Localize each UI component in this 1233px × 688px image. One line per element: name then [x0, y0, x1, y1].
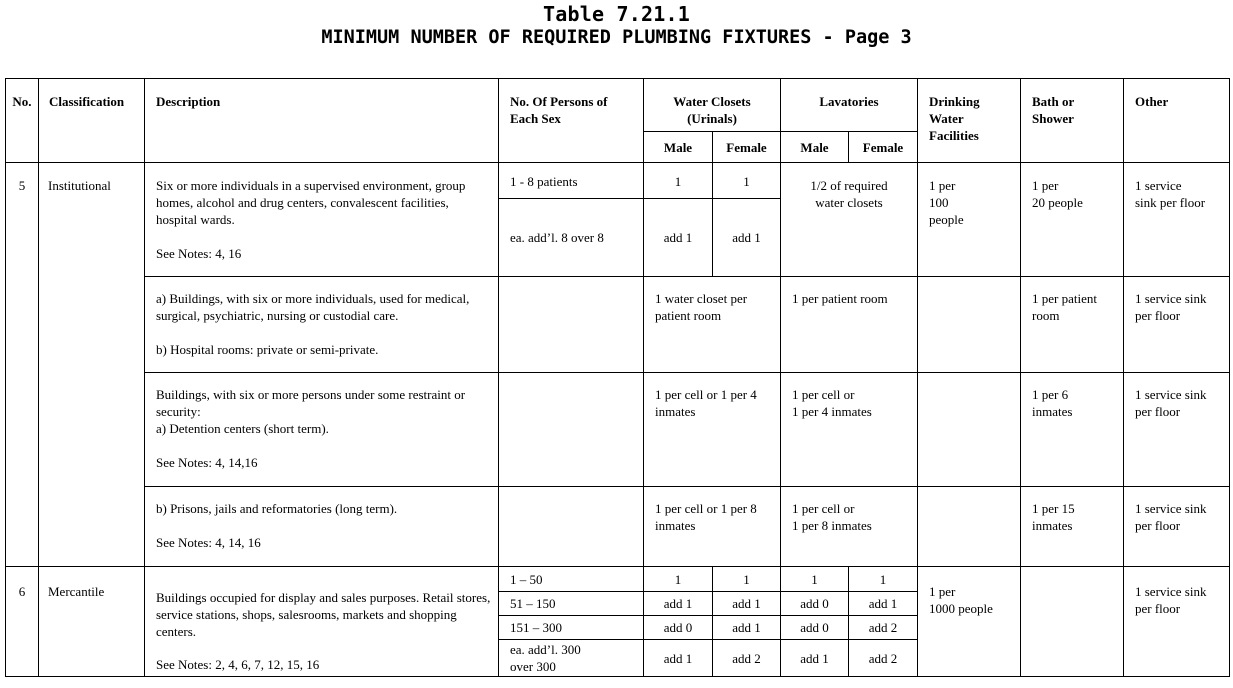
notes-text: See Notes: 4, 14, 16 [156, 535, 261, 550]
description-text: Buildings occupied for display and sales purposes. Retail stores, service stations, shops, salesrooms, markets and shopping centers. [156, 590, 491, 639]
persons-cell: 1 - 8 patients [499, 163, 644, 199]
drinking-water-cell: 1 per 1000 people [918, 567, 1021, 677]
description-cell [145, 487, 499, 567]
lav-male-cell: add 0 [781, 616, 849, 640]
lav-male-cell: add 1 [781, 640, 849, 677]
persons-cell: ea. add’l. 8 over 8 [499, 199, 644, 277]
lavatories-cell: 1 per patient room [781, 277, 918, 373]
header-no: No. [6, 79, 39, 163]
other-cell: 1 service sink per floor [1124, 567, 1230, 677]
water-closets-cell: 1 per cell or 1 per 4 inmates [644, 373, 781, 487]
header-wc-male: Male [644, 132, 713, 163]
lav-male-cell: add 0 [781, 592, 849, 616]
description-text: a) Detention centers (short term). [156, 421, 329, 436]
wc-female-cell: 1 [713, 567, 781, 592]
classification-cell: Mercantile [39, 567, 145, 677]
lavatories-cell: 1 per cell or 1 per 4 inmates [781, 373, 918, 487]
row-number: 5 [6, 163, 39, 567]
header-bath-shower: Bath or Shower [1021, 79, 1124, 163]
other-cell: 1 service sink per floor [1124, 487, 1230, 567]
bath-shower-cell: 1 per patient room [1021, 277, 1124, 373]
description-text: b) Hospital rooms: private or semi-private. [156, 342, 379, 357]
header-lavatories: Lavatories [781, 79, 918, 132]
lav-male-cell: 1 [781, 567, 849, 592]
description-cell [145, 373, 499, 487]
persons-cell: 51 – 150 [499, 592, 644, 616]
bath-shower-cell [1021, 567, 1124, 677]
notes-text: See Notes: 4, 14,16 [156, 455, 258, 470]
description-cell [145, 567, 499, 677]
wc-male-cell: add 1 [644, 640, 713, 677]
description-cell [145, 277, 499, 373]
description-cell [145, 163, 499, 277]
other-cell: 1 service sink per floor [1124, 163, 1230, 277]
header-drinking-water: Drinking Water Facilities [918, 79, 1021, 163]
description-text: b) Prisons, jails and reformatories (long term). [156, 501, 398, 516]
wc-female-cell: add 1 [713, 199, 781, 277]
table-row [6, 567, 1230, 592]
lavatories-cell: 1/2 of required water closets [781, 163, 918, 277]
notes-text: See Notes: 2, 4, 6, 7, 12, 15, 16 [156, 657, 320, 672]
header-persons: No. Of Persons of Each Sex [499, 79, 644, 163]
header-row [6, 79, 1230, 132]
lavatories-cell: 1 per cell or 1 per 8 inmates [781, 487, 918, 567]
persons-cell: ea. add’l. 300 over 300 [499, 640, 644, 677]
lav-female-cell: add 2 [849, 640, 918, 677]
persons-cell [499, 373, 644, 487]
wc-male-cell: 1 [644, 163, 713, 199]
lav-female-cell: add 1 [849, 592, 918, 616]
notes-text: See Notes: 4, 16 [156, 246, 242, 261]
header-lav-male: Male [781, 132, 849, 163]
header-description: Description [145, 79, 499, 163]
wc-female-cell: add 1 [713, 592, 781, 616]
bath-shower-cell: 1 per 6 inmates [1021, 373, 1124, 487]
lav-female-cell: add 2 [849, 616, 918, 640]
water-closets-cell: 1 per cell or 1 per 8 inmates [644, 487, 781, 567]
persons-cell [499, 487, 644, 567]
table-subtitle: MINIMUM NUMBER OF REQUIRED PLUMBING FIXTURES - Page 3 [321, 27, 912, 48]
other-cell: 1 service sink per floor [1124, 373, 1230, 487]
wc-female-cell: 1 [713, 163, 781, 199]
persons-cell: 1 – 50 [499, 567, 644, 592]
water-closets-cell: 1 water closet per patient room [644, 277, 781, 373]
table-row [6, 373, 1230, 487]
header-water-closets: Water Closets (Urinals) [644, 79, 781, 132]
bath-shower-cell: 1 per 15 inmates [1021, 487, 1124, 567]
drinking-water-cell: 1 per 100 people [918, 163, 1021, 277]
wc-male-cell: 1 [644, 567, 713, 592]
row-number: 6 [6, 567, 39, 677]
persons-cell: 151 – 300 [499, 616, 644, 640]
description-text: Buildings, with six or more persons under some restraint or security: [156, 387, 466, 419]
wc-male-cell: add 1 [644, 592, 713, 616]
classification-cell: Institutional [39, 163, 145, 567]
header-wc-female: Female [713, 132, 781, 163]
header-other: Other [1124, 79, 1230, 163]
description-text: a) Buildings, with six or more individuals, used for medical, surgical, psychiatric, nursing or custodial care. [156, 291, 470, 323]
wc-female-cell: add 1 [713, 616, 781, 640]
table-row [6, 487, 1230, 567]
drinking-water-cell [918, 487, 1021, 567]
lav-female-cell: 1 [849, 567, 918, 592]
drinking-water-cell [918, 277, 1021, 373]
table-row [6, 163, 1230, 199]
wc-male-cell: add 0 [644, 616, 713, 640]
persons-cell [499, 277, 644, 373]
description-text: Six or more individuals in a supervised environment, group homes, alcohol and drug centers, convalescent facilities, hospital wards. [156, 178, 466, 227]
bath-shower-cell: 1 per 20 people [1021, 163, 1124, 277]
wc-male-cell: add 1 [644, 199, 713, 277]
header-classification: Classification [39, 79, 145, 163]
plumbing-fixtures-table [5, 78, 1230, 677]
drinking-water-cell [918, 373, 1021, 487]
header-lav-female: Female [849, 132, 918, 163]
table-title: Table 7.21.1 [543, 2, 690, 26]
table-row [6, 277, 1230, 373]
wc-female-cell: add 2 [713, 640, 781, 677]
other-cell: 1 service sink per floor [1124, 277, 1230, 373]
